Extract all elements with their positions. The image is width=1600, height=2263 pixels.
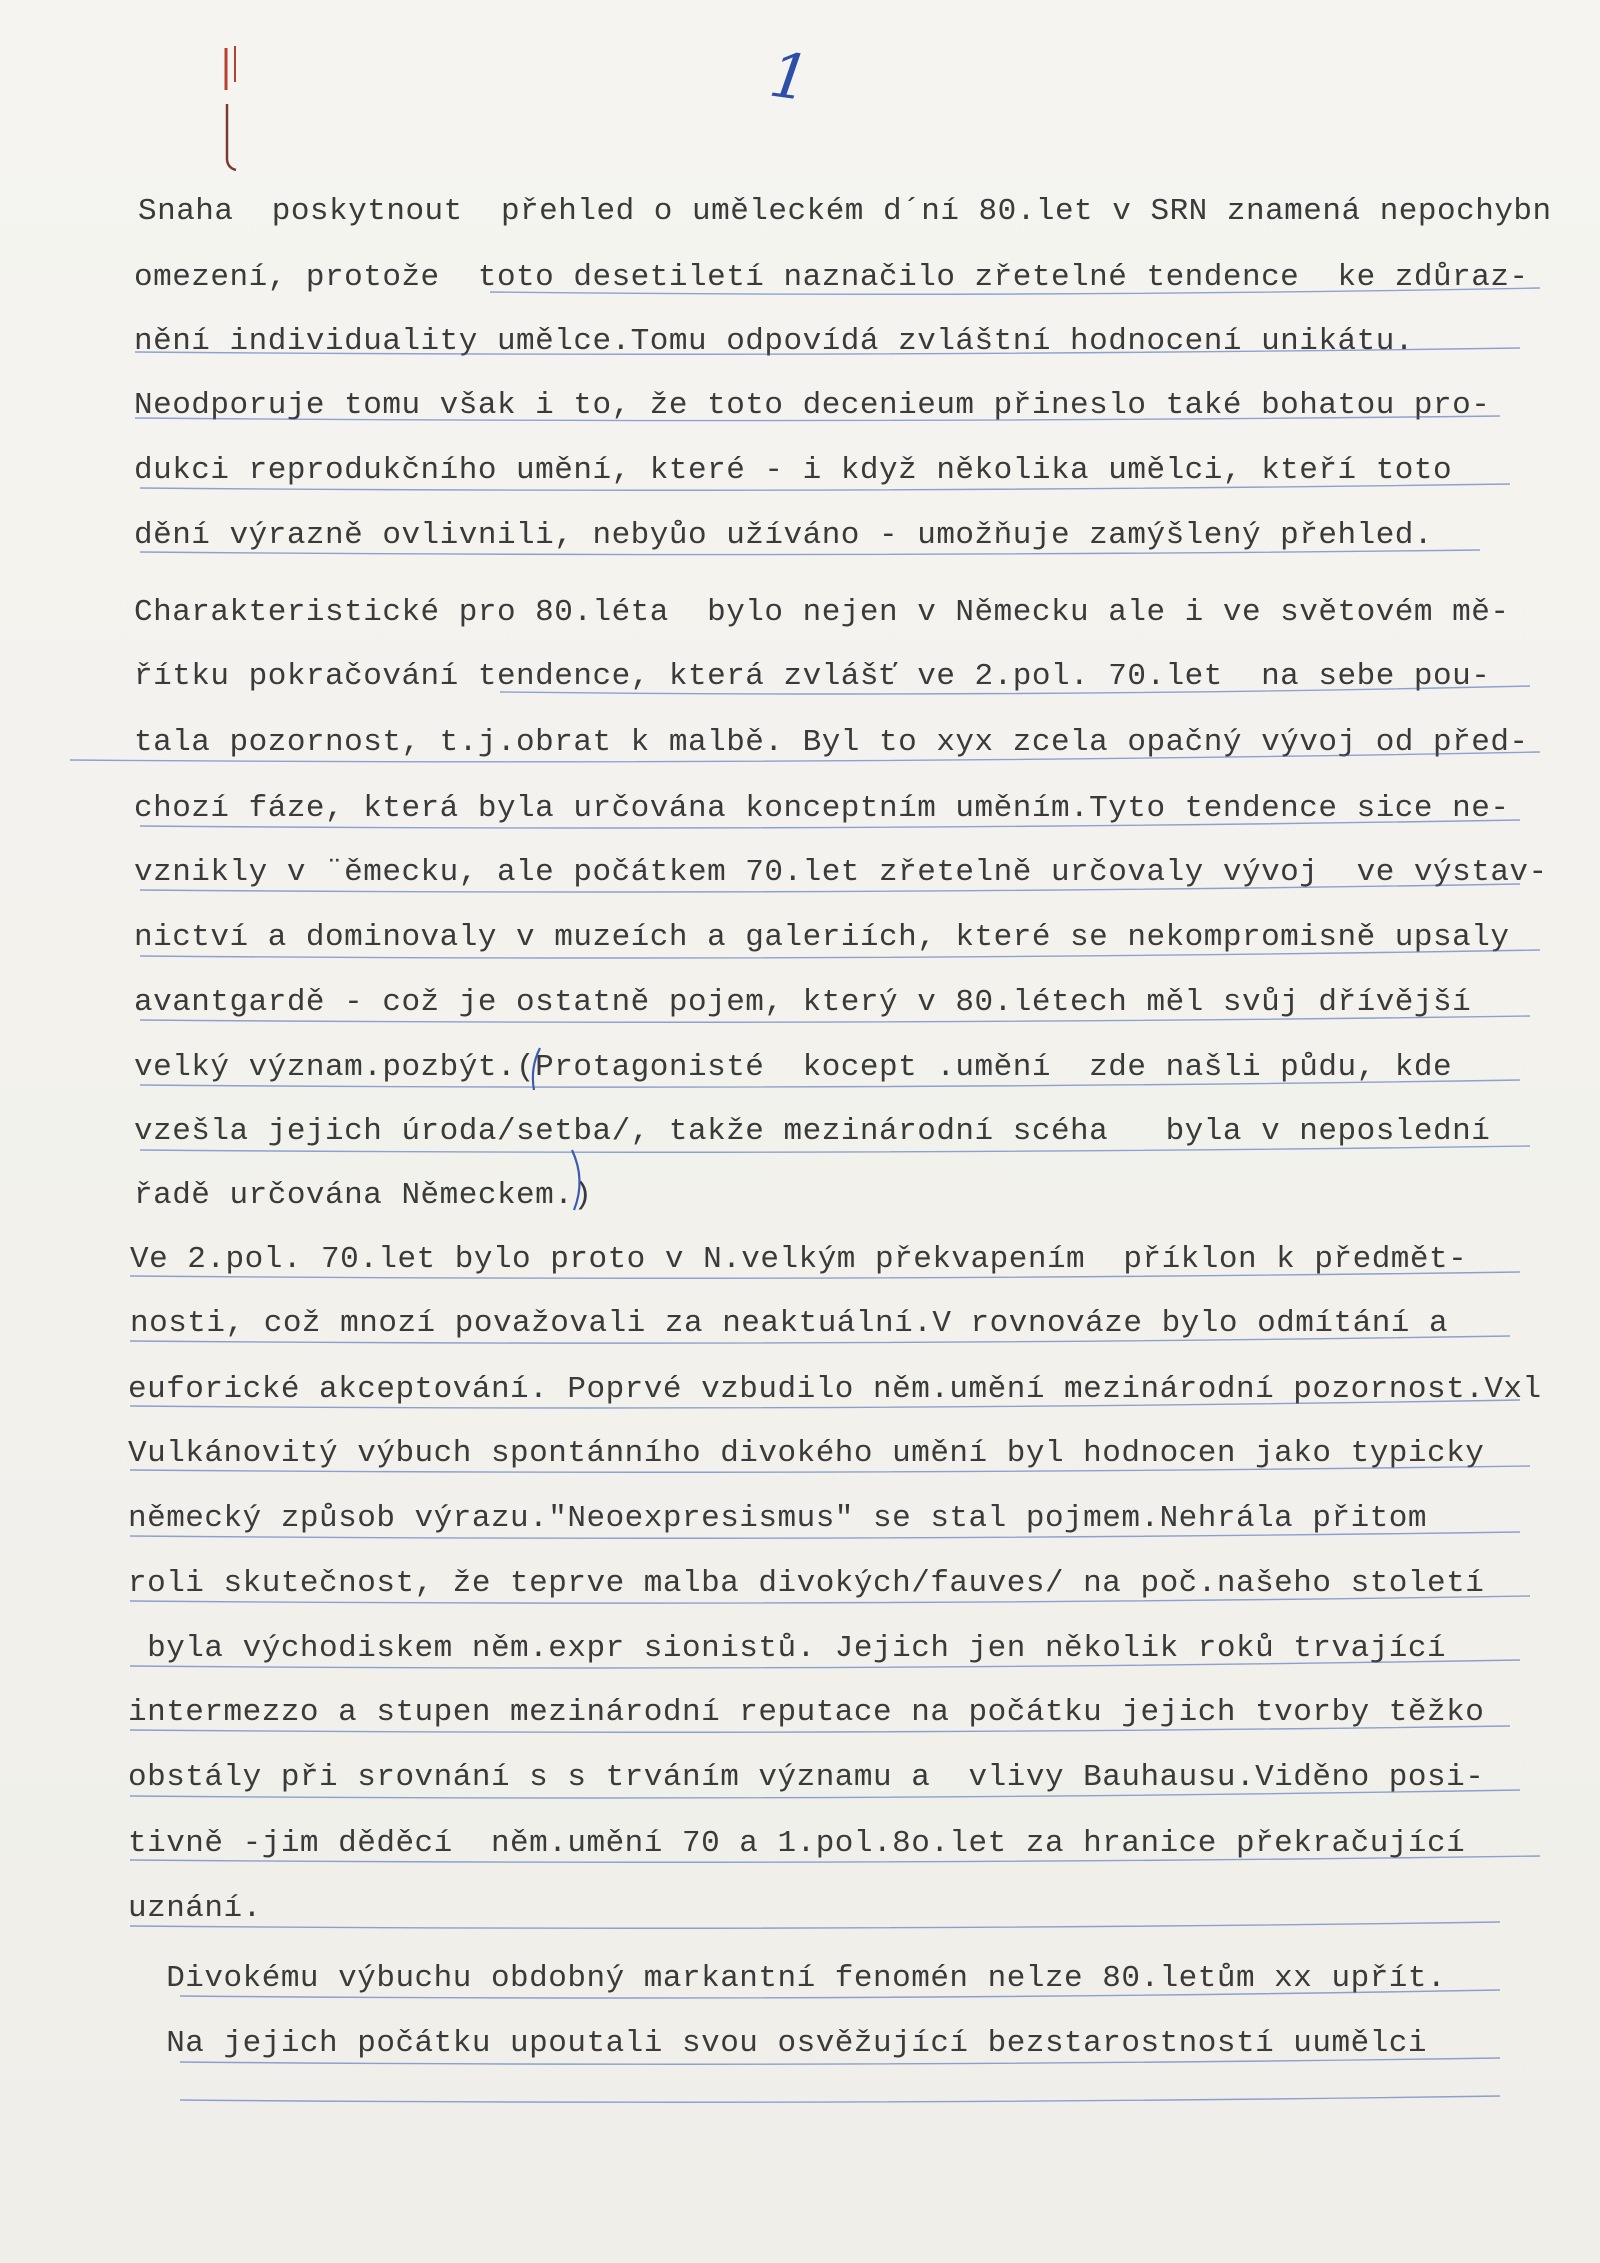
text-line: Neodporuje tomu však i to, že toto decenieum přineslo také bohatou pro-: [134, 388, 1491, 423]
text-line: Charakteristické pro 80.léta bylo nejen v Německu ale i ve světovém mě-: [134, 595, 1510, 630]
text-line: nictví a dominovaly v muzeích a galeriích, které se nekompromisně upsaly: [134, 920, 1510, 955]
text-line: Snaha poskytnout přehled o uměleckém d´ní 80.let v SRN znamená nepochybn: [138, 194, 1552, 229]
text-line: Ve 2.pol. 70.let bylo proto v N.velkým překvapením příklon k předmět-: [130, 1242, 1468, 1277]
text-line: byla východiskem něm.expr sionistů. Jejich jen několik roků trvající: [128, 1631, 1447, 1666]
text-line: vznikly v ¨ěmecku, ale počátkem 70.let zřetelně určovaly vývoj ve výstav-: [134, 855, 1548, 890]
text-line: roli skutečnost, že teprve malba divokých/fauves/ na poč.našeho století: [128, 1566, 1485, 1601]
text-line: euforické akceptování. Poprvé vzbudilo něm.umění mezinárodní pozornost.Vxl: [128, 1372, 1542, 1407]
text-line: dění výrazně ovlivnili, nebyůo užíváno - umožňuje zamýšlený přehled.: [134, 518, 1434, 553]
text-line: německý způsob výrazu."Neoexpresismus" se stal pojmem.Nehrála přitom: [128, 1501, 1428, 1536]
text-line: nosti, což mnozí považovali za neaktuální.V rovnováze bylo odmítání a: [130, 1306, 1449, 1341]
text-line: řadě určována Německem.): [134, 1178, 593, 1213]
text-line: omezení, protože toto desetiletí naznačilo zřetelné tendence ke zdůraz-: [134, 260, 1529, 295]
text-line: Divokému výbuchu obdobný markantní fenomén nelze 80.letům xx upřít.: [128, 1961, 1447, 1996]
text-line: chozí fáze, která byla určována konceptním uměním.Tyto tendence sice ne-: [134, 791, 1510, 826]
text-line: velký význam.pozbýt.(Protagonisté kocept .umění zde našli půdu, kde: [134, 1050, 1453, 1085]
page-number: 1: [765, 37, 815, 116]
text-line: uznání.: [128, 1891, 262, 1926]
text-line: intermezzo a stupen mezinárodní reputace na počátku jejich tvorby těžko: [128, 1695, 1485, 1730]
text-line: Vulkánovitý výbuch spontánního divokého umění byl hodnocen jako typicky: [128, 1436, 1485, 1471]
text-line: obstály při srovnání s s trváním významu a vlivy Bauhausu.Viděno posi-: [128, 1760, 1485, 1795]
text-line: Na jejich počátku upoutali svou osvěžující bezstarostností uumělci: [128, 2026, 1428, 2061]
text-line: tivně -jim děděcí něm.umění 70 a 1.pol.8o.let za hranice překračující: [128, 1826, 1466, 1861]
text-line: tala pozornost, t.j.obrat k malbě. Byl to xyx zcela opačný vývoj od před-: [134, 725, 1529, 760]
text-line: nění individuality umělce.Tomu odpovídá zvláštní hodnocení unikátu.: [134, 324, 1414, 359]
text-line: avantgardě - což je ostatně pojem, který v 80.létech měl svůj dřívější: [134, 985, 1472, 1020]
text-line: dukci reprodukčního umění, které - i když několika umělci, kteří toto: [134, 453, 1453, 488]
text-line: řítku pokračování tendence, která zvlášť ve 2.pol. 70.let na sebe pou-: [134, 659, 1491, 694]
text-line: vzešla jejich úroda/setba/, takže mezinárodní scéha byla v neposlední: [134, 1114, 1491, 1149]
